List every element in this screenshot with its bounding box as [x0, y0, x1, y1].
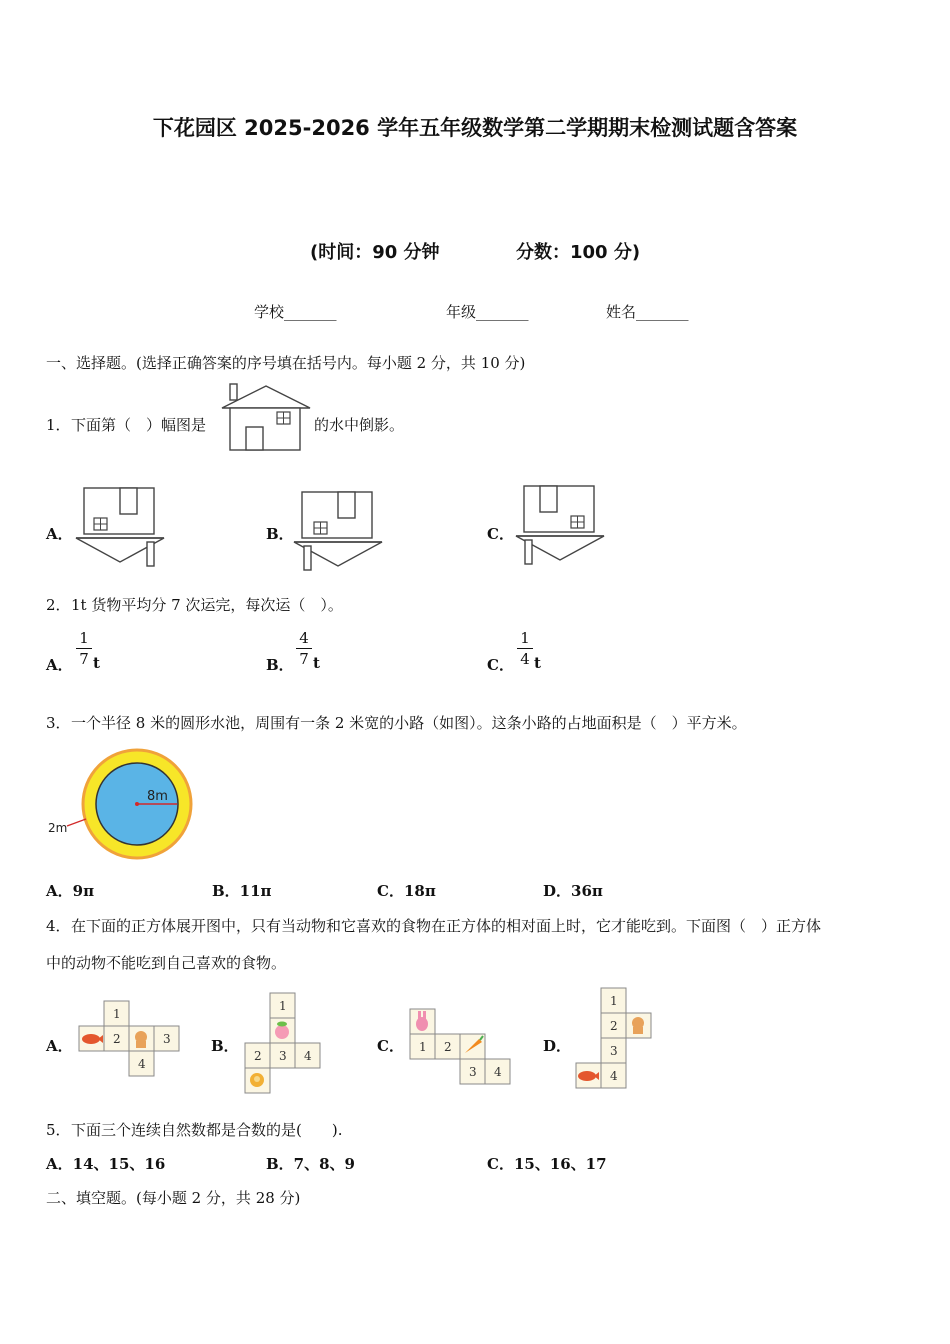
peach-icon [275, 1025, 289, 1039]
q4-text-line1: 在下面的正方体展开图中，只有当动物和它喜欢的食物在正方体的相对面上时，它才能吃到。下面图（ ）正方体 [71, 917, 822, 935]
svg-text:3: 3 [610, 1044, 618, 1058]
q3-option-a[interactable]: A．9π [46, 882, 95, 900]
q4-number: 4． [46, 917, 71, 935]
q3-option-b[interactable]: B．11π [212, 882, 272, 900]
q4-option-d[interactable]: D． [543, 1037, 572, 1055]
reflection-b-icon [292, 490, 384, 572]
svg-text:4: 4 [304, 1049, 312, 1063]
svg-text:4: 4 [494, 1065, 502, 1079]
q2-option-a[interactable]: A． [46, 656, 73, 674]
reflection-a-icon [74, 486, 166, 570]
cube-net-c [409, 1008, 513, 1086]
svg-text:1: 1 [419, 1040, 427, 1054]
q4-text-line2: 中的动物不能吃到自己喜欢的食物。 [46, 954, 287, 972]
q4-option-a[interactable]: A． [46, 1037, 73, 1055]
q4-option-c[interactable]: C． [377, 1037, 404, 1055]
svg-text:3: 3 [279, 1049, 287, 1063]
section1-heading: 一、选择题。(选择正确答案的序号填在括号内。每小题 2 分，共 10 分) [46, 354, 526, 372]
svg-text:1: 1 [113, 1007, 121, 1021]
q3-number: 3． [46, 714, 71, 732]
svg-text:2: 2 [610, 1019, 618, 1033]
cube-net-d [575, 987, 655, 1089]
q2-option-b[interactable]: B． [266, 656, 294, 674]
q4-option-b[interactable]: B． [211, 1037, 239, 1055]
q2-option-b-unit: t [313, 654, 320, 672]
exam-time: (时间：90 分钟 [310, 242, 440, 263]
q2-option-c[interactable]: C． [487, 656, 514, 674]
q2-option-c-unit: t [534, 654, 541, 672]
svg-text:1: 1 [279, 999, 287, 1013]
q1-text-b: 的水中倒影。 [314, 416, 405, 434]
cube-net-b [244, 992, 324, 1094]
q1-option-c[interactable]: C． [487, 525, 514, 543]
cube-net-a [78, 1000, 182, 1078]
q3-option-c[interactable]: C．18π [377, 882, 436, 900]
page-title: 下花园区 2025-2026 学年五年级数学第二学期期末检测试题含答案 [152, 116, 798, 140]
q5-number: 5． [46, 1121, 71, 1139]
svg-text:2: 2 [113, 1032, 121, 1046]
reflection-c-icon [514, 484, 606, 568]
svg-text:1: 1 [610, 994, 618, 1008]
q2-option-c-fraction: $\frac{1}{4}$ [517, 628, 533, 669]
q1-text-a: 下面第（ ）幅图是 [71, 416, 207, 434]
svg-text:4: 4 [610, 1069, 618, 1083]
q2-text: 1t 货物平均分 7 次运完，每次运（ ）。 [71, 596, 343, 614]
q2-option-a-fraction: $\frac{1}{7}$ [76, 628, 92, 669]
q5-option-a[interactable]: A．14、15、16 [46, 1155, 166, 1173]
fish-icon [578, 1071, 596, 1081]
grade-field[interactable]: 年级_______ [446, 303, 529, 321]
q5-option-c[interactable]: C．15、16、17 [487, 1155, 607, 1173]
svg-text:3: 3 [469, 1065, 477, 1079]
q3-option-d[interactable]: D．36π [543, 882, 603, 900]
svg-text:2: 2 [444, 1040, 452, 1054]
path-width-label: 2m [48, 821, 68, 835]
svg-text:3: 3 [163, 1032, 171, 1046]
house-figure [220, 382, 312, 452]
school-field[interactable]: 学校_______ [254, 303, 337, 321]
q5-text: 下面三个连续自然数都是合数的是( ). [71, 1121, 343, 1139]
q3-text: 一个半径 8 米的圆形水池，周围有一条 2 米宽的小路（如图）。这条小路的占地面积是（ ）平方米。 [71, 714, 747, 732]
svg-text:2: 2 [254, 1049, 262, 1063]
fish-icon [82, 1034, 100, 1044]
q2-option-a-unit: t [93, 654, 100, 672]
pool-figure [44, 746, 194, 862]
exam-score: 分数：100 分) [516, 242, 641, 263]
svg-text:4: 4 [138, 1057, 146, 1071]
name-field[interactable]: 姓名_______ [606, 303, 689, 321]
q2-option-b-fraction: $\frac{4}{7}$ [296, 628, 312, 669]
q2-number: 2． [46, 596, 71, 614]
section2-heading: 二、填空题。(每小题 2 分，共 28 分) [46, 1189, 301, 1207]
q1-option-b[interactable]: B． [266, 525, 294, 543]
q1-option-a[interactable]: A． [46, 525, 73, 543]
q5-option-b[interactable]: B．7、8、9 [266, 1155, 355, 1173]
rabbit-icon [416, 1017, 428, 1031]
q1-number: 1． [46, 416, 71, 434]
radius-label: 8m [147, 789, 168, 804]
